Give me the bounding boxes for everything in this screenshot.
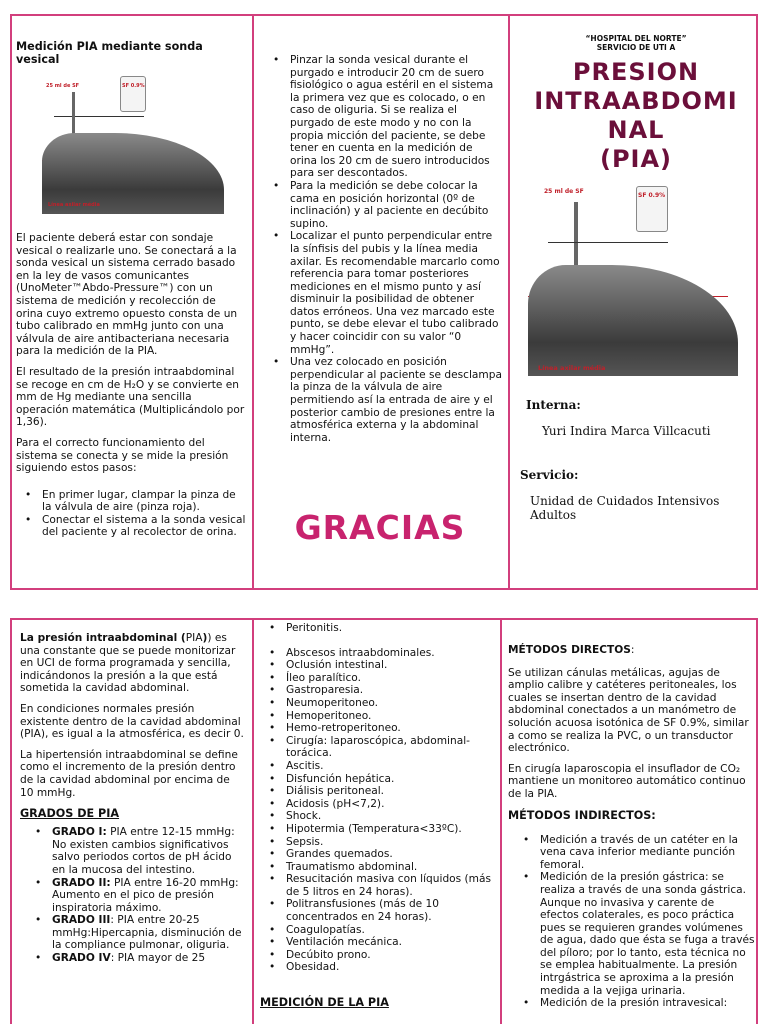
list-item: • Politransfusiones (más de 10 concentrados en 24 horas).	[266, 898, 496, 923]
figure-label-bag: SF 0.9%	[638, 192, 666, 199]
figure-label-sf: 25 ml de SF	[46, 83, 80, 89]
section-heading: Medición PIA mediante sonda vesical	[16, 40, 203, 66]
causes-list	[260, 622, 496, 974]
service-label: Servicio:	[520, 468, 579, 482]
title-line: NAL	[607, 116, 665, 144]
list-item: • En primer lugar, clampar la pinza de la válvula de aire (pinza roja).	[22, 489, 246, 514]
hospital-name: “HOSPITAL DEL NORTE”	[585, 34, 687, 43]
title-line: (PIA)	[599, 145, 673, 173]
paragraph: El paciente deberá estar con sondaje vesical o realizarle uno. Se conectará a la sonda vesical un sistema cerrado basado en la ley de vasos comunicantes (UnoMeter™Abdo-Pressure™) con un sistema de medición y recolección de orina cuyo extremo opuesto consta de un tubo calibrado en mmHg junto con una válvula de aire antibacteriana necesaria para la medición de la PIA.	[16, 232, 238, 358]
list-item: • Traumatismo abdominal.	[266, 861, 496, 874]
steps-list	[258, 54, 502, 444]
pia-measurement-figure	[42, 74, 224, 214]
fold-line-right	[508, 16, 510, 588]
paragraph: La presión intraabdominal (PIA)) es una constante que se puede monitorizar en UCI de forma programada y sencilla, indicándonos la presión a la que está sometida la cavidad abdominal.	[20, 632, 236, 695]
top-left-panel	[16, 16, 246, 588]
list-item: • Sepsis.	[266, 836, 496, 849]
paragraph: El resultado de la presión intraabdominal se recoge en cm de H₂O y se convierte en mm de Hg mediante una sencilla operación matemática (Multiplicándolo por 1,36).	[16, 365, 245, 429]
indirect-methods-list	[508, 834, 756, 1010]
fold-line-right	[500, 620, 502, 1024]
paragraph: La hipertensión intraabdominal se define como el incremento de la presión dentro de la cavidad abdominal por encima de 10 mmHg.	[20, 748, 238, 799]
intern-name: Yuri Indira Marca Villcacuti	[542, 424, 711, 438]
figure-label-line: Línea axilar média	[48, 202, 100, 209]
steps-list	[16, 489, 246, 539]
service-name: Unidad de Cuidados Intensivos Adultos	[530, 494, 720, 522]
list-item: • Disfunción hepática.	[266, 773, 496, 786]
bottom-left-panel	[20, 620, 246, 1024]
list-item: • Hemo-retroperitoneo.	[266, 722, 496, 735]
tube-icon	[54, 116, 144, 117]
direct-methods-title: MÉTODOS DIRECTOS	[508, 644, 631, 656]
list-item: • Diálisis peritoneal.	[266, 785, 496, 798]
top-sheet	[10, 14, 758, 590]
list-item: • Hemoperitoneo.	[266, 710, 496, 723]
figure-label-sf: 25 ml de SF	[544, 188, 584, 195]
list-item: • Ventilación mecánica.	[266, 936, 496, 949]
list-item: • Hipotermia (Temperatura<33ºC).	[266, 823, 496, 836]
bottom-sheet	[10, 618, 758, 1024]
fold-line-left	[252, 620, 254, 1024]
fold-line-left	[252, 16, 254, 588]
top-middle-panel	[258, 16, 502, 588]
list-item: • Acidosis (pH<7,2).	[266, 798, 496, 811]
intern-label: Interna:	[526, 398, 581, 412]
measurement-section-title: MEDICIÓN DE LA PIA	[260, 996, 389, 1010]
title-line: INTRAABDOMI	[534, 87, 738, 115]
list-item: • Decúbito prono.	[266, 949, 496, 962]
list-item: • Peritonitis.	[266, 622, 496, 635]
thanks-heading: GRACIAS	[294, 508, 466, 547]
list-item: • Medición de la presión gástrica: se realiza a través de una sonda gástrica. Aunque no invasiva y carente de efectos colaterales, es poco práctica pues se requieren grandes volúmenes de agua, dado que ésta se fuga a través del píloro; por lo tanto, esta técnica no se emplea habitualmente. La presión intrgástrica se aproxima a la presión medida a la vejiga urinaria.	[520, 871, 756, 997]
list-item: • Obesidad.	[266, 961, 496, 974]
top-right-panel	[514, 16, 758, 588]
list-item: • Neumoperitoneo.	[266, 697, 496, 710]
paragraph-text: ) es una constante que se puede monitorizar en UCI de forma programada y sencilla, indicándonos la presión a la que está sometida la cavidad abdominal.	[20, 632, 236, 695]
brochure-title	[514, 58, 758, 174]
paragraph: Se utilizan cánulas metálicas, agujas de amplio calibre y catéteres peritoneales, los cuales se insertan dentro de la cavidad abdominal conectados a un manómetro de solución acuosa isotónica de SF 0.9%, similar a como se realiza la PVC, o un transductor electrónico.	[508, 666, 749, 755]
list-item: • GRADO III: PIA entre 20-25 mmHg:Hipercapnia, disminución de la compliance pulmonar, oliguria.	[32, 914, 246, 952]
bottom-middle-panel	[260, 620, 496, 1024]
list-item: • Una vez colocado en posición perpendicular al paciente se desclampa la pinza de la válvula de aire permitiendo así la entrada de aire y el posterior cambio de presiones entre la atmosférica externa y la abdominal interna.	[270, 356, 502, 444]
figure-label-bag: SF 0.9%	[122, 83, 145, 89]
list-item: • Oclusión intestinal.	[266, 659, 496, 672]
paragraph: En cirugía laparoscopia el insuflador de CO₂ mantiene un monitoreo automático continuo de la PIA.	[508, 762, 746, 800]
list-item: • Conectar el sistema a la sonda vesical del paciente y al recolector de orina.	[22, 514, 246, 539]
indirect-methods-title: MÉTODOS INDIRECTOS:	[508, 808, 656, 822]
list-item: • Resucitación masiva con líquidos (más de 5 litros en 24 horas).	[266, 873, 496, 898]
paragraph: En condiciones normales presión existente dentro de la cavidad abdominal (PIA), es igual a la atmosférica, es decir 0.	[20, 702, 244, 741]
list-item: • GRADO I: PIA entre 12-15 mmHg: No existen cambios significativos salvo periodos cortos de pH ácido en la mucosa del intestino.	[32, 826, 246, 876]
list-item: • Medición a través de un catéter en la vena cava inferior mediante punción femoral.	[520, 834, 756, 872]
list-item: • Medición de la presión intravesical:	[520, 997, 756, 1010]
patient-body-icon	[528, 265, 738, 376]
list-item: • GRADO II: PIA entre 16-20 mmHg: Aumento en el pico de presión inspiratoria máximo.	[32, 877, 246, 915]
list-item: • GRADO IV: PIA mayor de 25	[32, 952, 246, 965]
pia-measurement-figure	[528, 184, 738, 376]
list-item: • Cirugía: laparoscópica, abdominal-torácica.	[266, 735, 496, 760]
tube-icon	[548, 242, 668, 243]
title-line: PRESION	[572, 58, 700, 86]
list-item: • Gastroparesia.	[266, 684, 496, 697]
list-item: • Íleo paralítico.	[266, 672, 496, 685]
figure-label-line: Línea axilar média	[538, 364, 606, 372]
list-item: • Para la medición se debe colocar la cama en posición horizontal (0º de inclinación) y al paciente en decúbito supino.	[270, 180, 502, 230]
paragraph: Para el correcto funcionamiento del sistema se conecta y se mide la presión siguiendo estos pasos:	[16, 436, 229, 475]
grades-title: GRADOS DE PIA	[20, 807, 120, 821]
paragraph: MÉTODOS DIRECTOS:	[508, 644, 635, 656]
list-item: • Ascitis.	[266, 760, 496, 773]
list-item: • Shock.	[266, 810, 496, 823]
list-item: • Coagulopatías.	[266, 924, 496, 937]
list-item: • Pinzar la sonda vesical durante el purgado e introducir 20 cm de suero fisiológico o agua estéril en el sistema la primera vez que es colocado, o en caso de oliguria. Si se realiza el purgado de este modo y no con la propia micción del paciente, se debe tener en cuenta en la medición de orina los 20 cm de suero introducidos para ser descontados.	[270, 54, 502, 180]
bottom-right-panel	[508, 620, 756, 1024]
paragraph-lead: La presión intraabdominal (	[20, 632, 186, 644]
list-item: • Abscesos intraabdominales.	[266, 647, 496, 660]
list-item: • Grandes quemados.	[266, 848, 496, 861]
paragraph-abbr: PIA	[185, 632, 203, 644]
service-subtitle: SERVICIO DE UTI A	[596, 43, 676, 52]
list-item: • Localizar el punto perpendicular entre la sínfisis del pubis y la línea media axilar. Es recomendable marcarlo como referencia para tomar posteriores mediciones en el mismo punto y así disminuir la posibilidad de obtener datos erróneos. Una vez marcado este punto, se debe elevar el tubo calibrado y hacer coincidir con su valor “0 mmHg”.	[270, 230, 502, 356]
grades-list	[20, 826, 246, 965]
